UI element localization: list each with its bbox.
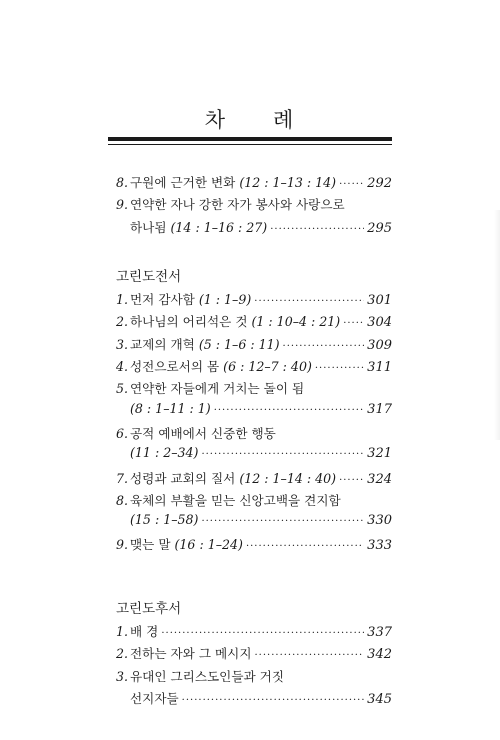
entry-page-number: 330 [367, 513, 392, 529]
entry-label: 연약한 자들에게 거치는 돌이 됨 [130, 381, 305, 397]
entry-label: 성전으로서의 몸 [130, 359, 220, 375]
leader-dots [343, 318, 364, 329]
toc-entry [116, 356, 392, 378]
section-heading: 고린도전서 [116, 268, 182, 285]
toc-entry [116, 311, 392, 333]
leader-dots [161, 628, 364, 639]
leader-dots [214, 405, 364, 416]
toc-entry [116, 688, 392, 710]
toc-entry [116, 378, 392, 400]
entry-number: 9. [116, 537, 129, 553]
entry-number: 1. [116, 624, 129, 640]
toc-entry [116, 468, 392, 490]
entry-label: 유대인 그리스도인들과 거짓 [130, 668, 284, 684]
toc-entry [116, 217, 392, 239]
entry-number: 4. [116, 359, 129, 375]
entry-page-number: 333 [367, 538, 392, 554]
entry-page-number: 311 [367, 360, 392, 376]
title-rule-thin [108, 144, 392, 145]
entry-page-number: 309 [367, 337, 392, 353]
entry-reference: (11 : 2–34) [130, 445, 199, 461]
entry-reference: (14 : 1–16 : 27) [170, 219, 268, 235]
toc-entry [116, 512, 392, 534]
toc-entry [116, 194, 392, 216]
title-char-2: 례 [273, 108, 296, 132]
entry-reference: (16 : 1–24) [174, 537, 243, 553]
entry-page-number: 304 [367, 315, 392, 331]
toc-entry [116, 643, 392, 665]
entry-reference: (6 : 12–7 : 40) [223, 359, 312, 375]
entry-number: 1. [116, 292, 129, 308]
entry-reference: (8 : 1–11 : 1) [130, 400, 211, 416]
entry-number: 3. [116, 336, 129, 352]
leader-dots [201, 516, 364, 527]
entry-page-number: 317 [367, 401, 392, 417]
entry-label: 성령과 교회의 질서 [130, 470, 236, 486]
toc-entry [116, 172, 392, 194]
leader-dots [270, 224, 364, 235]
entry-page-number: 345 [367, 691, 392, 707]
entry-label: 연약한 자나 강한 자가 봉사와 사랑으로 [130, 197, 345, 213]
leader-dots [339, 179, 364, 190]
entry-page-number: 342 [367, 647, 392, 663]
title-rule-thick [108, 137, 392, 141]
leader-dots [255, 650, 365, 661]
toc-entry [116, 289, 392, 311]
entry-label: 교제의 개혁 [130, 336, 195, 352]
entry-reference: (5 : 1–6 : 11) [198, 336, 280, 352]
entry-number: 2. [116, 646, 129, 662]
leader-dots [246, 541, 364, 552]
entry-number: 2. [116, 314, 129, 330]
entry-label: 선지자들 [130, 690, 179, 706]
entry-number: 3. [116, 668, 129, 684]
entry-label: 배 경 [130, 624, 159, 640]
leader-dots [201, 449, 364, 460]
table-of-contents [116, 172, 392, 710]
entry-page-number: 321 [367, 446, 392, 462]
entry-label: 구원에 근거한 변화 [130, 175, 236, 190]
toc-entry [116, 401, 392, 423]
page-title [0, 104, 500, 134]
entry-label: 먼저 감사함 [130, 292, 195, 308]
leader-dots [254, 296, 364, 307]
entry-label: 육체의 부활을 믿는 신앙고백을 견지함 [130, 492, 341, 508]
entry-number: 8. [116, 175, 129, 190]
entry-page-number: 292 [367, 176, 392, 191]
entry-reference: (15 : 1–58) [130, 512, 199, 528]
entry-page-number: 324 [367, 471, 392, 487]
entry-number: 7. [116, 470, 129, 486]
entry-page-number: 295 [367, 220, 392, 236]
entry-label: 하나님의 어리석은 것 [130, 314, 248, 330]
toc-entry [116, 445, 392, 467]
section-heading: 고린도후서 [116, 600, 182, 617]
toc-entry [116, 334, 392, 356]
toc-entry [116, 423, 392, 445]
entry-page-number: 337 [367, 625, 392, 641]
leader-dots [315, 363, 364, 374]
toc-entry [116, 621, 392, 643]
entry-number: 6. [116, 425, 129, 441]
title-char-1: 차 [204, 108, 227, 132]
entry-label: 공적 예배에서 신중한 행동 [130, 425, 276, 441]
entry-reference: (1 : 10–4 : 21) [251, 314, 341, 330]
entry-label: 전하는 자와 그 메시지 [130, 646, 252, 662]
toc-entry [116, 666, 392, 688]
entry-number: 5. [116, 381, 129, 397]
entry-number: 9. [116, 197, 129, 213]
page-edge-shadow [494, 210, 500, 440]
entry-label: 하나됨 [130, 219, 167, 235]
entry-page-number: 301 [367, 293, 392, 309]
entry-reference: (12 : 1–14 : 40) [239, 470, 337, 486]
leader-dots [339, 475, 364, 486]
toc-entry [116, 534, 392, 556]
entry-number: 8. [116, 492, 129, 508]
leader-dots [182, 695, 365, 706]
entry-reference: (12 : 1–13 : 14) [239, 175, 337, 190]
entry-label: 맺는 말 [130, 537, 171, 553]
leader-dots [283, 341, 365, 352]
entry-reference: (1 : 1–9) [198, 292, 252, 308]
toc-entry [116, 490, 392, 512]
